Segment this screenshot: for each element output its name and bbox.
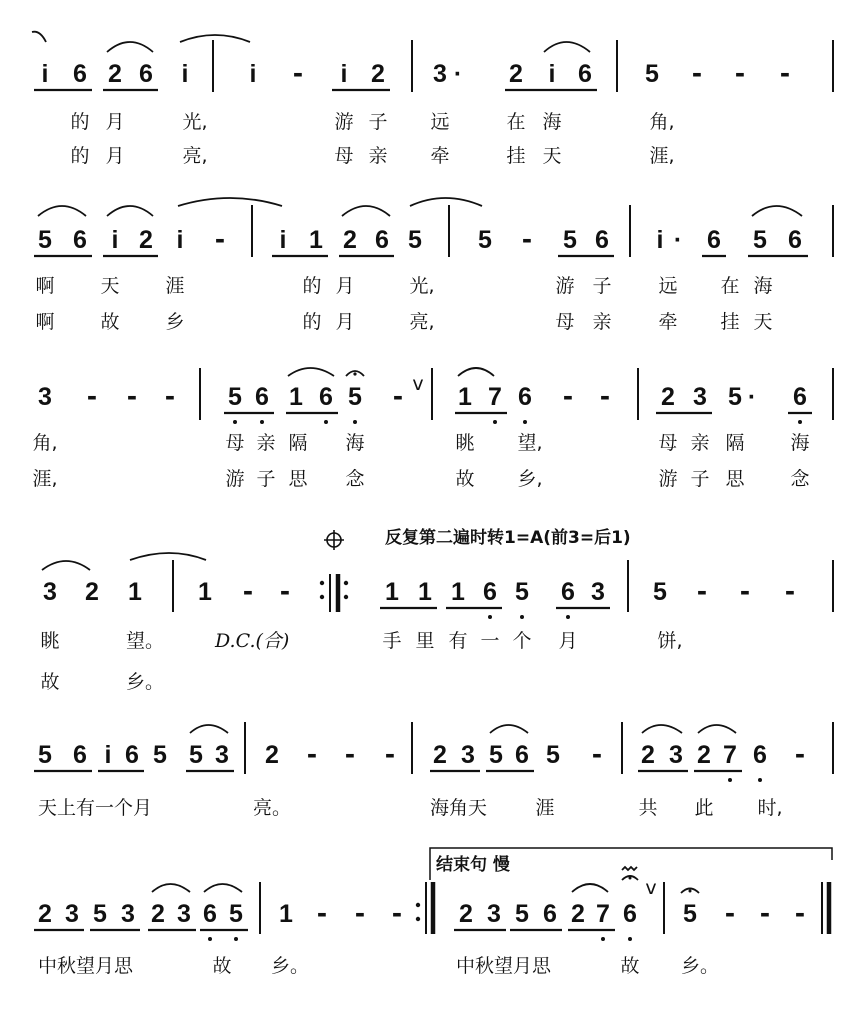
octave-dot — [208, 937, 212, 941]
note: 6 — [139, 60, 153, 88]
lyric: 光, — [409, 275, 435, 297]
note: 6 — [788, 226, 802, 254]
lyric: 挂 — [720, 311, 740, 333]
note-dash: - — [739, 577, 751, 606]
note: 6 — [125, 741, 139, 769]
lyric: 中秋望月思 — [38, 955, 134, 977]
lyric: 在 — [506, 111, 526, 133]
note: 5 — [228, 383, 242, 411]
octave-dot — [488, 615, 492, 619]
note-dash: - — [391, 899, 403, 928]
note: i — [548, 60, 556, 88]
lyric: 游 — [334, 111, 354, 133]
lyric: 眺 — [40, 630, 60, 652]
lyric: 涯 — [535, 797, 555, 819]
note: 5 — [753, 226, 767, 254]
lyric: 天 — [542, 145, 562, 167]
slur — [698, 725, 736, 733]
slur — [544, 42, 590, 52]
note-dash: - — [384, 740, 396, 769]
note: 2 — [265, 741, 279, 769]
note: 3 — [65, 900, 79, 928]
breath-mark: v — [412, 373, 424, 395]
octave-dot — [798, 420, 802, 424]
note: i — [181, 60, 189, 88]
note: i — [340, 60, 348, 88]
score-system — [34, 722, 833, 819]
slur — [490, 725, 528, 733]
note: i — [111, 226, 119, 254]
lyric: 远 — [430, 111, 450, 133]
fermata-dot — [353, 372, 356, 375]
note: 2 — [108, 60, 122, 88]
note: 5 — [153, 741, 167, 769]
slur — [42, 561, 90, 570]
lyric: 隔 — [725, 432, 745, 454]
lyric: 思 — [288, 468, 308, 490]
slur — [107, 206, 153, 216]
note: i — [249, 60, 257, 88]
note-dash: - — [562, 382, 574, 411]
note: 6 — [707, 226, 721, 254]
lyric: 的 — [302, 275, 322, 297]
note: 1 — [451, 578, 465, 606]
octave-dot — [523, 420, 527, 424]
note: i — [41, 60, 49, 88]
coda-icon — [324, 530, 344, 550]
note: 5 — [408, 226, 422, 254]
note: i — [176, 226, 184, 254]
lyric: 子 — [592, 275, 612, 297]
note: 2 — [139, 226, 153, 254]
note-dash: - — [316, 899, 328, 928]
lyric: 啊 — [35, 275, 55, 297]
note: 6 — [561, 578, 575, 606]
lyric: 子 — [690, 468, 710, 490]
note: 3 — [38, 383, 52, 411]
note: 1 — [418, 578, 432, 606]
note: 6 — [595, 226, 609, 254]
note: · — [747, 383, 757, 411]
octave-dot — [520, 615, 524, 619]
ending-label: 结束句 慢 — [436, 855, 510, 875]
note: 3 — [215, 741, 229, 769]
slur — [342, 206, 390, 216]
slur — [204, 884, 242, 892]
note: 6 — [319, 383, 333, 411]
note: 6 — [793, 383, 807, 411]
note: 6 — [578, 60, 592, 88]
lyric: 时, — [757, 797, 783, 819]
note-dash: - — [599, 382, 611, 411]
note-dash: - — [164, 382, 176, 411]
note: 2 — [641, 741, 655, 769]
note: 6 — [543, 900, 557, 928]
note: 7 — [596, 900, 610, 928]
slur — [458, 368, 494, 376]
lyric: 隔 — [288, 432, 308, 454]
note-dash: - — [292, 59, 304, 88]
note: 5 — [728, 383, 742, 411]
octave-dot — [601, 937, 605, 941]
note-dash: - — [591, 740, 603, 769]
lyric: 饼, — [657, 630, 683, 652]
note: 5 — [489, 741, 503, 769]
octave-dot — [628, 937, 632, 941]
score-system — [32, 368, 833, 490]
note: 3 — [693, 383, 707, 411]
note: 2 — [697, 741, 711, 769]
score-system — [40, 527, 833, 693]
lyric: 母 — [555, 311, 575, 333]
lyric: 里 — [415, 630, 435, 652]
note: 6 — [73, 741, 87, 769]
lyric: 海 — [753, 275, 773, 297]
note: 5 — [229, 900, 243, 928]
lyric: 母 — [225, 432, 245, 454]
slur — [38, 206, 86, 216]
note-dash: - — [242, 577, 254, 606]
note: 6 — [623, 900, 637, 928]
note-dash: - — [86, 382, 98, 411]
note: 1 — [289, 383, 303, 411]
lyric: 海 — [345, 432, 365, 454]
lyric: 故 — [100, 311, 120, 333]
lyric: 月 — [335, 311, 355, 333]
note: 5 — [348, 383, 362, 411]
note: 5 — [189, 741, 203, 769]
note: 6 — [753, 741, 767, 769]
lyric: 的 — [70, 111, 90, 133]
note: 3 — [177, 900, 191, 928]
lyric: 乡。 — [680, 955, 720, 977]
lyric: 海角天 — [430, 797, 488, 819]
note: 1 — [128, 578, 142, 606]
note: 6 — [375, 226, 389, 254]
lyric: 游 — [658, 468, 678, 490]
note: 5 — [515, 578, 529, 606]
note: 6 — [73, 226, 87, 254]
note: 2 — [509, 60, 523, 88]
slur — [642, 725, 682, 733]
lyric: 乡, — [517, 468, 543, 490]
lyric: 涯, — [649, 145, 675, 167]
note: · — [673, 226, 683, 254]
note: 6 — [255, 383, 269, 411]
repeat-end-sign — [416, 882, 433, 934]
lyric: 亲 — [592, 311, 612, 333]
lyric: 故 — [40, 671, 60, 693]
slur — [288, 368, 334, 376]
note-dash: - — [784, 577, 796, 606]
note: 5 — [93, 900, 107, 928]
tie-mark — [32, 32, 46, 42]
note: 5 — [653, 578, 667, 606]
lyric: 月 — [558, 630, 578, 652]
lyric: 海 — [542, 111, 562, 133]
lyric: 角, — [32, 432, 58, 454]
note-dash: - — [306, 740, 318, 769]
lyric: 亲 — [690, 432, 710, 454]
octave-dot — [758, 778, 762, 782]
lyric: 亲 — [368, 145, 388, 167]
note-dash: - — [724, 899, 736, 928]
note: 6 — [73, 60, 87, 88]
score-system — [34, 198, 833, 333]
note-dash: - — [344, 740, 356, 769]
note: 7 — [488, 383, 502, 411]
lyric: 的 — [70, 145, 90, 167]
lyric: 子 — [256, 468, 276, 490]
lyric: 牵 — [658, 311, 678, 333]
note-dash: - — [759, 899, 771, 928]
lyric: 牵 — [430, 145, 450, 167]
note: · — [453, 60, 463, 88]
score-system — [32, 32, 833, 167]
note: 3 — [43, 578, 57, 606]
note: 5 — [38, 226, 52, 254]
slur — [752, 206, 802, 216]
note: 1 — [385, 578, 399, 606]
score-system — [34, 848, 832, 977]
lyric: 涯, — [32, 468, 58, 490]
lyric: 远 — [658, 275, 678, 297]
note: 6 — [515, 741, 529, 769]
note: 6 — [483, 578, 497, 606]
slur — [152, 884, 190, 892]
fermata-icon — [681, 889, 699, 894]
key-change-direction: 反复第二遍时转1=A(前3=后1) — [385, 528, 631, 548]
da-capo-label: D.C.(合) — [215, 630, 290, 652]
note: 7 — [723, 741, 737, 769]
note: i — [104, 741, 112, 769]
lyric: 故 — [212, 955, 232, 977]
note: i — [279, 226, 287, 254]
note-dash: - — [521, 225, 533, 254]
octave-dot — [353, 420, 357, 424]
lyric: 涯 — [165, 275, 185, 297]
lyric: 天上有一个月 — [38, 797, 153, 819]
note: 3 — [591, 578, 605, 606]
lyric: 月 — [335, 275, 355, 297]
lyric: 啊 — [35, 311, 55, 333]
note: 5 — [563, 226, 577, 254]
lyric: 母 — [334, 145, 354, 167]
note: 2 — [571, 900, 585, 928]
final-bar-line — [822, 882, 829, 934]
octave-dot — [493, 420, 497, 424]
lyric: 挂 — [506, 145, 526, 167]
note: 2 — [433, 741, 447, 769]
note-dash: - — [779, 59, 791, 88]
lyric: 望。 — [125, 630, 165, 652]
lyric: 亮。 — [252, 797, 292, 819]
lyric: 在 — [720, 275, 740, 297]
note-dash: - — [734, 59, 746, 88]
lyric: 月 — [105, 145, 125, 167]
lyric: 月 — [105, 111, 125, 133]
note: 3 — [121, 900, 135, 928]
note: 3 — [669, 741, 683, 769]
lyric: 亲 — [256, 432, 276, 454]
lyric: 念 — [345, 468, 365, 490]
note: 1 — [309, 226, 323, 254]
octave-dot — [260, 420, 264, 424]
lyric: 念 — [790, 468, 810, 490]
note: 1 — [198, 578, 212, 606]
note: 6 — [203, 900, 217, 928]
note-dash: - — [794, 740, 806, 769]
lyric: 个 — [512, 630, 532, 652]
octave-dot — [566, 615, 570, 619]
octave-dot — [324, 420, 328, 424]
lyric: 故 — [620, 955, 640, 977]
note: 2 — [661, 383, 675, 411]
lyric: 的 — [302, 311, 322, 333]
lyric: 眺 — [455, 432, 475, 454]
note: 6 — [518, 383, 532, 411]
slur — [190, 725, 228, 733]
note: 3 — [487, 900, 501, 928]
octave-dot — [728, 778, 732, 782]
note: 5 — [683, 900, 697, 928]
slur — [130, 553, 206, 560]
note-dash: - — [392, 382, 404, 411]
note: 2 — [371, 60, 385, 88]
note: 5 — [478, 226, 492, 254]
lyric: 共 — [638, 797, 658, 819]
note: 5 — [645, 60, 659, 88]
slur — [178, 198, 282, 206]
slur — [107, 42, 153, 52]
note: 2 — [85, 578, 99, 606]
note: 2 — [343, 226, 357, 254]
note-dash: - — [279, 577, 291, 606]
lyric: 天 — [100, 275, 120, 297]
lyric: 有 — [448, 630, 468, 652]
lyric: 此 — [694, 797, 714, 819]
note: 5 — [38, 741, 52, 769]
note: 2 — [151, 900, 165, 928]
lyric: 乡。 — [125, 671, 165, 693]
octave-dot — [234, 937, 238, 941]
note: 3 — [461, 741, 475, 769]
lyric: 亮, — [182, 145, 208, 167]
breath-mark: v — [645, 877, 657, 899]
lyric: 光, — [182, 111, 208, 133]
octave-dot — [233, 420, 237, 424]
note-dash: - — [794, 899, 806, 928]
lyric: 乡。 — [270, 955, 310, 977]
lyric: 亮, — [409, 311, 435, 333]
lyric: 故 — [455, 468, 475, 490]
note-dash: - — [696, 577, 708, 606]
lyric: 游 — [225, 468, 245, 490]
note: 3 — [433, 60, 447, 88]
lyric: 中秋望月思 — [456, 955, 552, 977]
trill-fermata-icon — [622, 867, 638, 880]
note: 1 — [458, 383, 472, 411]
note: 5 — [546, 741, 560, 769]
slur — [572, 884, 608, 892]
lyric: 母 — [658, 432, 678, 454]
lyric: 游 — [555, 275, 575, 297]
note: 2 — [38, 900, 52, 928]
lyric: 子 — [368, 111, 388, 133]
lyric: 手 — [382, 630, 402, 652]
note: 5 — [515, 900, 529, 928]
lyric: 天 — [753, 311, 773, 333]
lyric: 一 — [480, 630, 500, 652]
note-dash: - — [354, 899, 366, 928]
lyric: 乡 — [165, 311, 185, 333]
lyric: 角, — [649, 111, 675, 133]
lyric: 望, — [517, 432, 543, 454]
note-dash: - — [126, 382, 138, 411]
note-dash: - — [214, 225, 226, 254]
note: i — [656, 226, 664, 254]
note-dash: - — [691, 59, 703, 88]
note: 2 — [459, 900, 473, 928]
slur — [180, 35, 250, 42]
lyric: 思 — [725, 468, 745, 490]
lyric: 海 — [790, 432, 810, 454]
note: 1 — [279, 900, 293, 928]
slur — [410, 198, 482, 206]
repeat-start-sign — [320, 574, 348, 612]
